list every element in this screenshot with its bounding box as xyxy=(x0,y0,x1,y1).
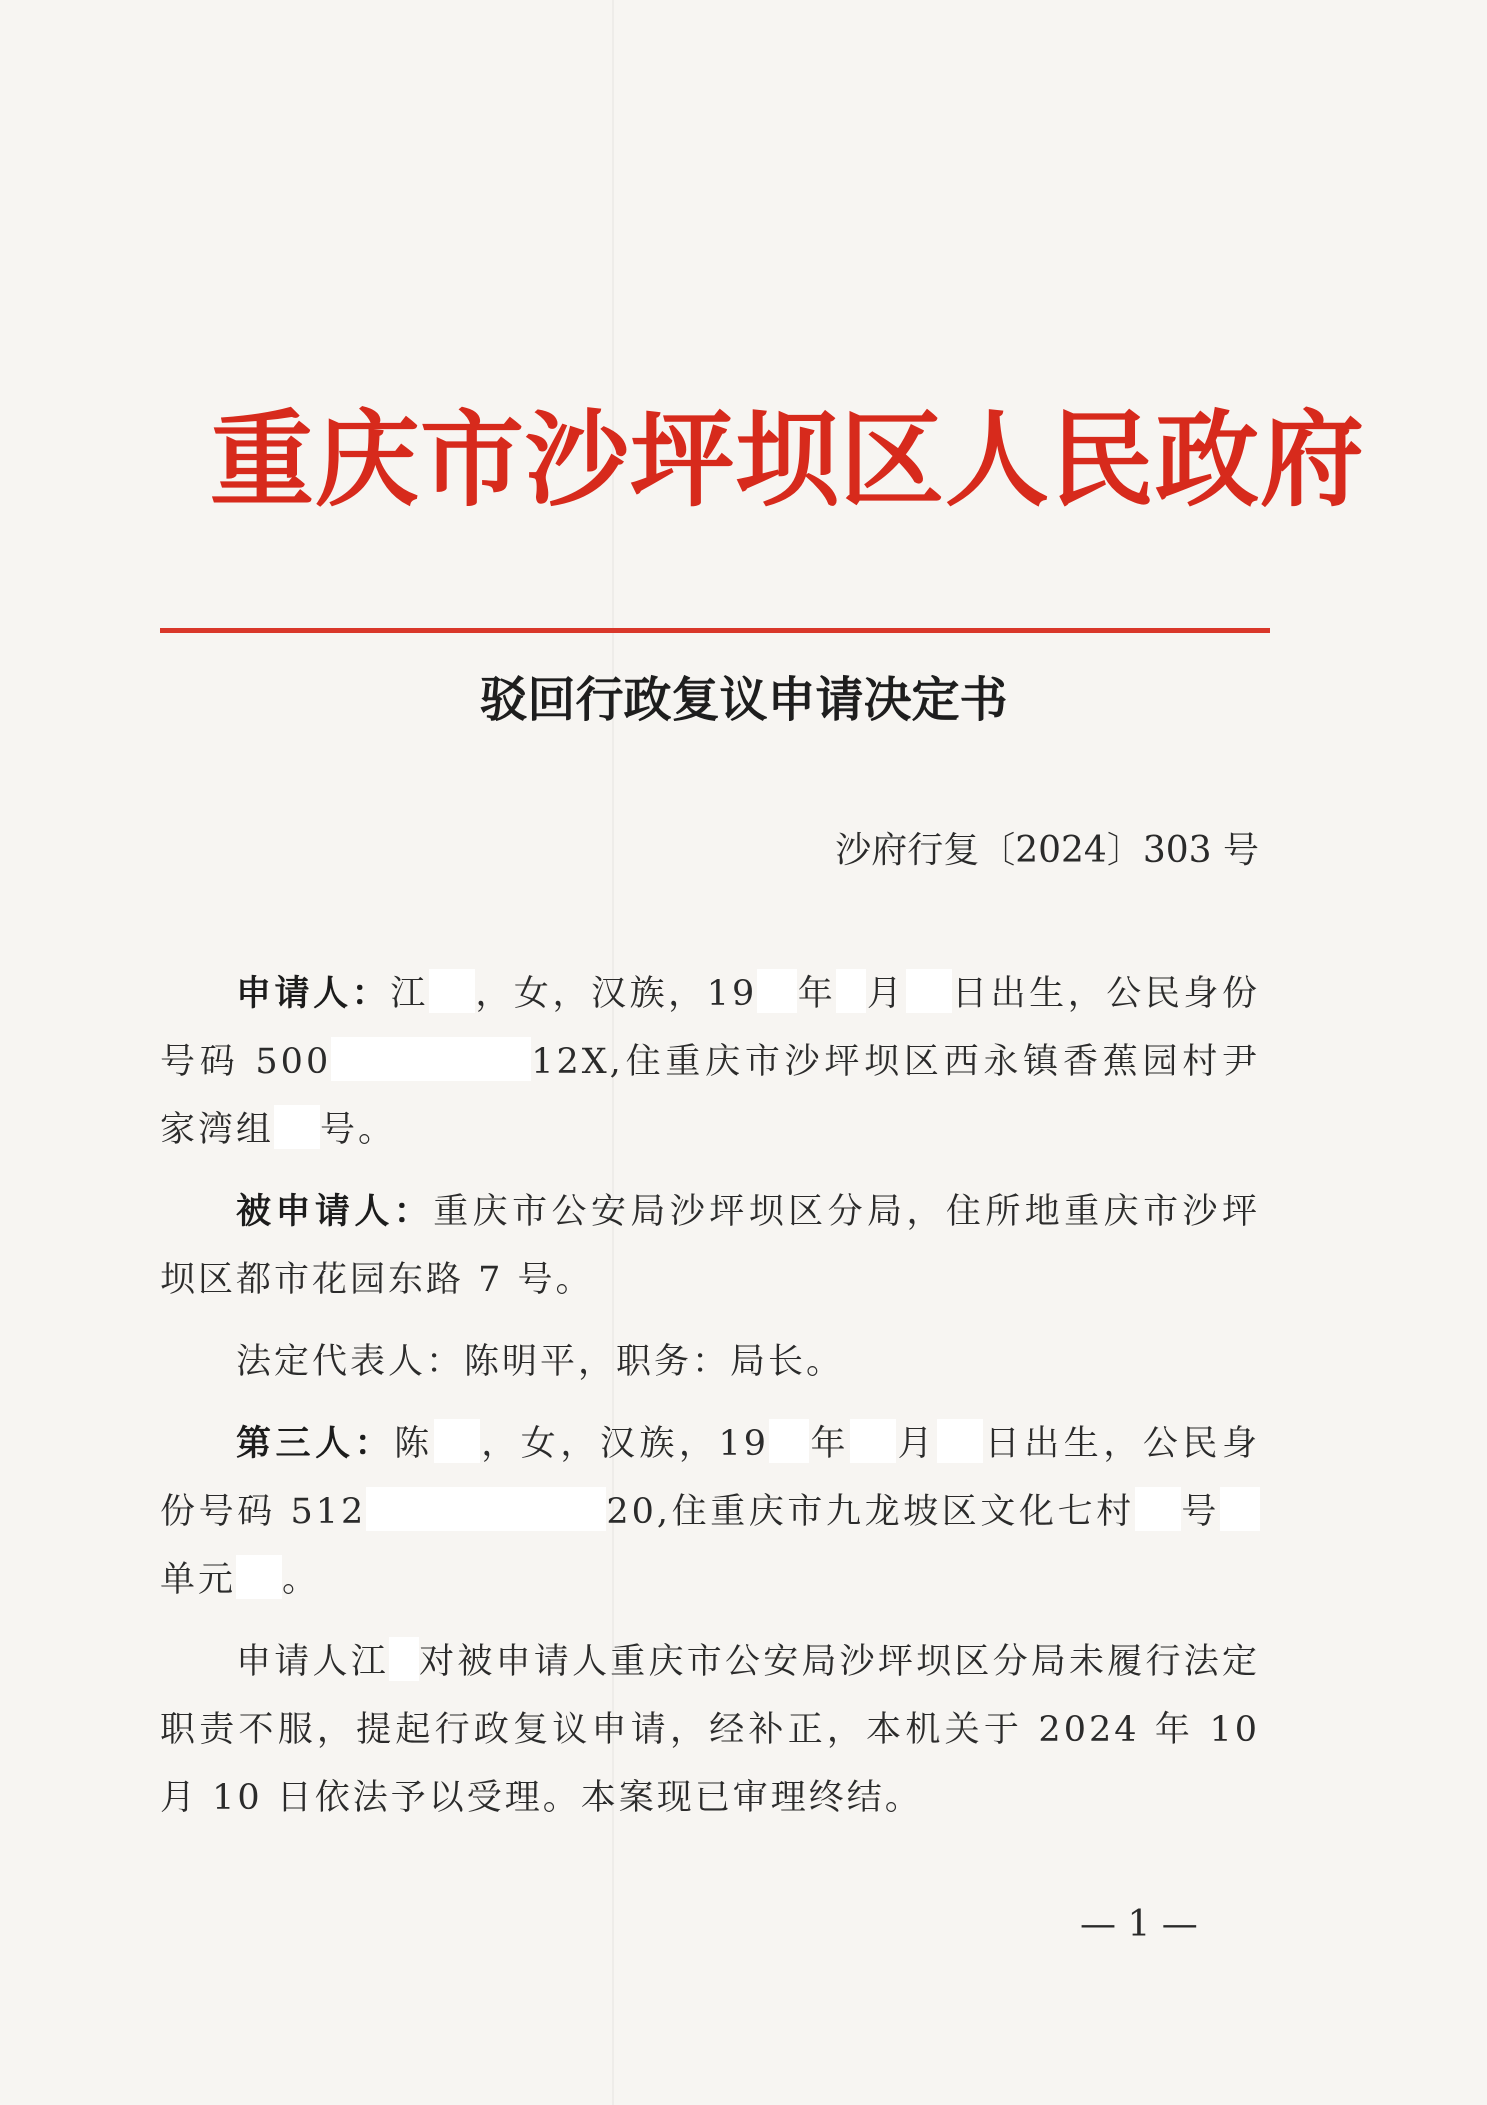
document-number: 沙府行复〔2024〕303 号 xyxy=(835,830,1259,871)
third-party-paragraph xyxy=(160,1410,1260,1614)
redaction-box xyxy=(366,1487,606,1531)
respondent-paragraph xyxy=(160,1178,1260,1314)
redaction-box xyxy=(769,1419,809,1463)
redaction-box xyxy=(850,1419,896,1463)
redaction-box xyxy=(836,969,866,1013)
document-body xyxy=(160,960,1260,1846)
third-party-address-unit: 单元 xyxy=(160,1560,237,1600)
third-party-address-mid: 号 xyxy=(1180,1492,1220,1532)
redaction-box xyxy=(274,1105,320,1149)
applicant-address: 住重庆市沙坪坝区西永镇香蕉园村尹家湾组 xyxy=(160,1042,1260,1150)
applicant-year-suffix: 年 xyxy=(797,974,837,1014)
statement-prefix: 申请人江 xyxy=(236,1642,389,1682)
redaction-box xyxy=(236,1555,282,1599)
document-title: 驳回行政复议申请决定书 xyxy=(479,672,1008,728)
redaction-box xyxy=(429,969,475,1013)
redaction-box xyxy=(434,1419,480,1463)
applicant-gender-ethnicity: ，女，汉族，19 xyxy=(474,974,758,1014)
third-party-name: 陈 xyxy=(394,1424,434,1464)
applicant-label: 申请人： xyxy=(236,974,391,1014)
page-number: — 1 — xyxy=(1080,1904,1198,1945)
third-party-day-suffix: 日出生，公民身份号码 512 xyxy=(160,1424,1260,1532)
third-party-month-suffix: 月 xyxy=(896,1424,938,1464)
applicant-name: 江 xyxy=(390,974,429,1014)
legal-representative-text: 法定代表人：陈明平，职务：局长。 xyxy=(236,1342,845,1382)
applicant-month-suffix: 月 xyxy=(866,974,906,1014)
redaction-box xyxy=(389,1637,419,1681)
third-party-gender-ethnicity: ，女，汉族，19 xyxy=(479,1424,770,1464)
third-party-address: 住重庆市九龙坡区文化七村 xyxy=(671,1492,1135,1532)
third-party-address-end: 。 xyxy=(282,1560,321,1600)
respondent-label: 被申请人： xyxy=(236,1192,434,1232)
redaction-box xyxy=(331,1037,531,1081)
respondent-text: 重庆市公安局沙坪坝区分局，住所地重庆市沙坪坝区都市花园东路 7 号。 xyxy=(160,1192,1260,1300)
issuing-agency-header: 重庆市沙坪坝区人民政府 xyxy=(210,398,1366,521)
statement-text: 对被申请人重庆市公安局沙坪坝区分局未履行法定职责不服，提起行政复议申请，经补正，本机关于 2024 年 10 月 10 日依法予以受理。本案现已审理终结。 xyxy=(160,1642,1260,1818)
third-party-id-tail: 20, xyxy=(606,1492,671,1532)
red-divider-line xyxy=(160,628,1270,633)
redaction-box xyxy=(1135,1487,1181,1531)
applicant-address-end: 号。 xyxy=(320,1110,397,1150)
applicant-paragraph xyxy=(160,960,1260,1164)
third-party-label: 第三人： xyxy=(236,1424,395,1464)
third-party-year-suffix: 年 xyxy=(809,1424,851,1464)
legal-representative-paragraph xyxy=(160,1328,1260,1396)
applicant-id-tail: 12X, xyxy=(531,1042,624,1082)
redaction-box xyxy=(757,969,797,1013)
applicant-day-suffix: 日出生，公民身份号码 500 xyxy=(160,974,1260,1082)
redaction-box xyxy=(937,1419,983,1463)
redaction-box xyxy=(906,969,952,1013)
case-statement-paragraph xyxy=(160,1628,1260,1832)
redaction-box xyxy=(1220,1487,1260,1531)
